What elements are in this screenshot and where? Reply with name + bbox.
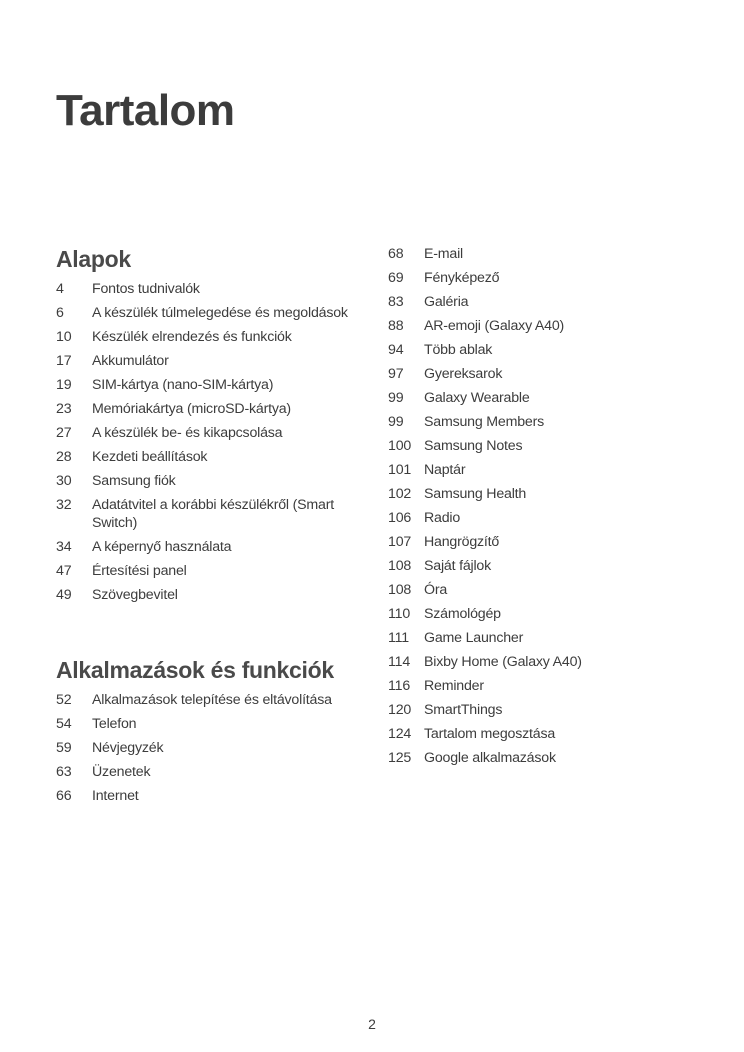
- toc-entry[interactable]: [56, 787, 376, 805]
- toc-page-number: 63: [56, 764, 72, 780]
- toc-entry-title: Tartalom megosztása: [424, 726, 556, 742]
- toc-page-number: 124: [388, 726, 412, 742]
- toc-entry-title: A készülék be- és kikapcsolása: [92, 425, 283, 441]
- toc-entry-title: Saját fájlok: [424, 558, 491, 574]
- toc-entry-title: Akkumulátor: [92, 353, 169, 369]
- toc-entry-title: Google alkalmazások: [424, 750, 556, 766]
- toc-entry-title: Bixby Home (Galaxy A40): [424, 654, 582, 670]
- toc-page-number: 6: [56, 305, 64, 321]
- toc-entry-title: Radio: [424, 510, 461, 526]
- toc-entry-title: Óra: [424, 582, 448, 598]
- toc-page-number: 68: [388, 246, 404, 262]
- toc-entry[interactable]: [56, 400, 376, 418]
- toc-entry[interactable]: [388, 605, 718, 623]
- toc-entry[interactable]: [388, 677, 718, 695]
- toc-entry[interactable]: [388, 293, 718, 311]
- toc-page-number: 17: [56, 353, 72, 369]
- toc-entry-title: A készülék túlmelegedése és megoldások: [92, 305, 348, 321]
- toc-page-number: 110: [388, 606, 411, 622]
- toc-entry-title: A képernyő használata: [92, 539, 232, 555]
- toc-page-number: 54: [56, 716, 72, 732]
- toc-entry-title: Samsung fiók: [92, 473, 176, 489]
- toc-entry-title: Naptár: [424, 462, 466, 478]
- toc-entry[interactable]: [388, 557, 718, 575]
- section-heading-alkalmazasok: Alkalmazások és funkciók: [56, 657, 334, 683]
- toc-page-number: 100: [388, 438, 412, 454]
- toc-entry[interactable]: [388, 581, 718, 599]
- toc-entry-title: Samsung Notes: [424, 438, 523, 454]
- toc-entry[interactable]: [388, 509, 718, 527]
- toc-entry-title: Névjegyzék: [92, 740, 164, 756]
- toc-entry[interactable]: [56, 562, 376, 580]
- toc-entry[interactable]: [388, 533, 718, 551]
- toc-entry-title: Értesítési panel: [92, 563, 187, 579]
- toc-entry[interactable]: [388, 413, 718, 431]
- toc-entry-title: Telefon: [92, 716, 137, 732]
- toc-entry[interactable]: [56, 691, 376, 709]
- toc-page-number: 120: [388, 702, 412, 718]
- toc-entry-title: Hangrögzítő: [424, 534, 500, 550]
- toc-entry[interactable]: [56, 496, 376, 532]
- toc-entry[interactable]: [56, 376, 376, 394]
- toc-entry-title: AR-emoji (Galaxy A40): [424, 318, 565, 334]
- toc-entry[interactable]: [56, 424, 376, 442]
- toc-entry-title: Számológép: [424, 606, 501, 622]
- toc-page-number: 106: [388, 510, 412, 526]
- toc-entry[interactable]: [388, 461, 718, 479]
- toc-entry[interactable]: [388, 701, 718, 719]
- toc-entry-title: Galaxy Wearable: [424, 390, 530, 406]
- toc-entry-title: Készülék elrendezés és funkciók: [92, 329, 292, 345]
- toc-page-number: 47: [56, 563, 72, 579]
- toc-entry[interactable]: [388, 365, 718, 383]
- toc-entry[interactable]: [56, 763, 376, 781]
- toc-entry-title: E-mail: [424, 246, 464, 262]
- toc-page-number: 4: [56, 281, 64, 297]
- toc-page-number: 94: [388, 342, 404, 358]
- toc-list-alkalmazasok: [56, 691, 376, 811]
- toc-page-number: 19: [56, 377, 72, 393]
- toc-entry[interactable]: [388, 317, 718, 335]
- toc-page-number: 30: [56, 473, 72, 489]
- toc-page-number: 107: [388, 534, 412, 550]
- toc-page-number: 23: [56, 401, 72, 417]
- toc-entry[interactable]: [56, 715, 376, 733]
- toc-entry[interactable]: [388, 653, 718, 671]
- toc-entry[interactable]: [56, 739, 376, 757]
- toc-entry[interactable]: [388, 389, 718, 407]
- toc-entry[interactable]: [56, 352, 376, 370]
- toc-entry-title: Memóriakártya (microSD-kártya): [92, 401, 291, 417]
- toc-page-number: 99: [388, 414, 404, 430]
- toc-page-number: 108: [388, 558, 412, 574]
- toc-page-number: 102: [388, 486, 412, 502]
- toc-entry[interactable]: [56, 448, 376, 466]
- toc-page-number: 34: [56, 539, 72, 555]
- toc-entry[interactable]: [388, 245, 718, 263]
- toc-entry[interactable]: [388, 437, 718, 455]
- toc-page-number: 49: [56, 587, 72, 603]
- toc-page-number: 108: [388, 582, 412, 598]
- toc-entry-title: Reminder: [424, 678, 484, 694]
- toc-entry-title: Üzenetek: [92, 764, 151, 780]
- section-heading-alapok: Alapok: [56, 246, 131, 272]
- toc-entry[interactable]: [56, 304, 376, 322]
- toc-entry[interactable]: [388, 629, 718, 647]
- toc-entry-title: Több ablak: [424, 342, 493, 358]
- toc-page-number: 66: [56, 788, 72, 804]
- toc-entry[interactable]: [388, 341, 718, 359]
- toc-entry[interactable]: [56, 538, 376, 556]
- toc-entry-title: Szövegbevitel: [92, 587, 178, 603]
- toc-page-number: 114: [388, 654, 411, 670]
- toc-page-number: 10: [56, 329, 72, 345]
- toc-entry-title: Samsung Members: [424, 414, 545, 430]
- toc-page-number: 27: [56, 425, 72, 441]
- toc-entry[interactable]: [388, 269, 718, 287]
- toc-entry[interactable]: [56, 280, 376, 298]
- toc-page-number: 28: [56, 449, 72, 465]
- toc-entry[interactable]: [388, 749, 718, 767]
- toc-list-right-column: [388, 245, 718, 773]
- toc-entry-title: Fontos tudnivalók: [92, 281, 200, 297]
- toc-entry-title: Adatátvitel a korábbi készülékről (Smart Switch): [92, 497, 334, 531]
- toc-entry-title: SIM-kártya (nano-SIM-kártya): [92, 377, 274, 393]
- toc-entry[interactable]: [388, 725, 718, 743]
- toc-entry-title: Game Launcher: [424, 630, 524, 646]
- toc-page-number: 32: [56, 497, 72, 513]
- toc-page-number: 111: [388, 630, 409, 646]
- toc-page-number: 101: [388, 462, 412, 478]
- toc-entry[interactable]: [56, 586, 376, 604]
- toc-page-number: 116: [388, 678, 411, 694]
- toc-page-number: 59: [56, 740, 72, 756]
- toc-entry-title: Samsung Health: [424, 486, 527, 502]
- toc-entry[interactable]: [56, 328, 376, 346]
- toc-page-number: 69: [388, 270, 404, 286]
- toc-entry-title: Galéria: [424, 294, 469, 310]
- toc-page-number: 83: [388, 294, 404, 310]
- toc-entry-title: Internet: [92, 788, 139, 804]
- page-title: Tartalom: [56, 86, 235, 135]
- toc-page-number: 88: [388, 318, 404, 334]
- toc-entry-title: Kezdeti beállítások: [92, 449, 208, 465]
- toc-page-number: 125: [388, 750, 412, 766]
- page-number: 2: [368, 1016, 376, 1032]
- toc-entry[interactable]: [56, 472, 376, 490]
- toc-page-number: 52: [56, 692, 72, 708]
- toc-page-number: 97: [388, 366, 404, 382]
- toc-entry-title: Alkalmazások telepítése és eltávolítása: [92, 692, 332, 708]
- toc-entry-title: Fényképező: [424, 270, 500, 286]
- toc-entry-title: SmartThings: [424, 702, 503, 718]
- toc-list-alapok: [56, 280, 376, 610]
- toc-entry[interactable]: [388, 485, 718, 503]
- toc-page-number: 99: [388, 390, 404, 406]
- toc-entry-title: Gyereksarok: [424, 366, 503, 382]
